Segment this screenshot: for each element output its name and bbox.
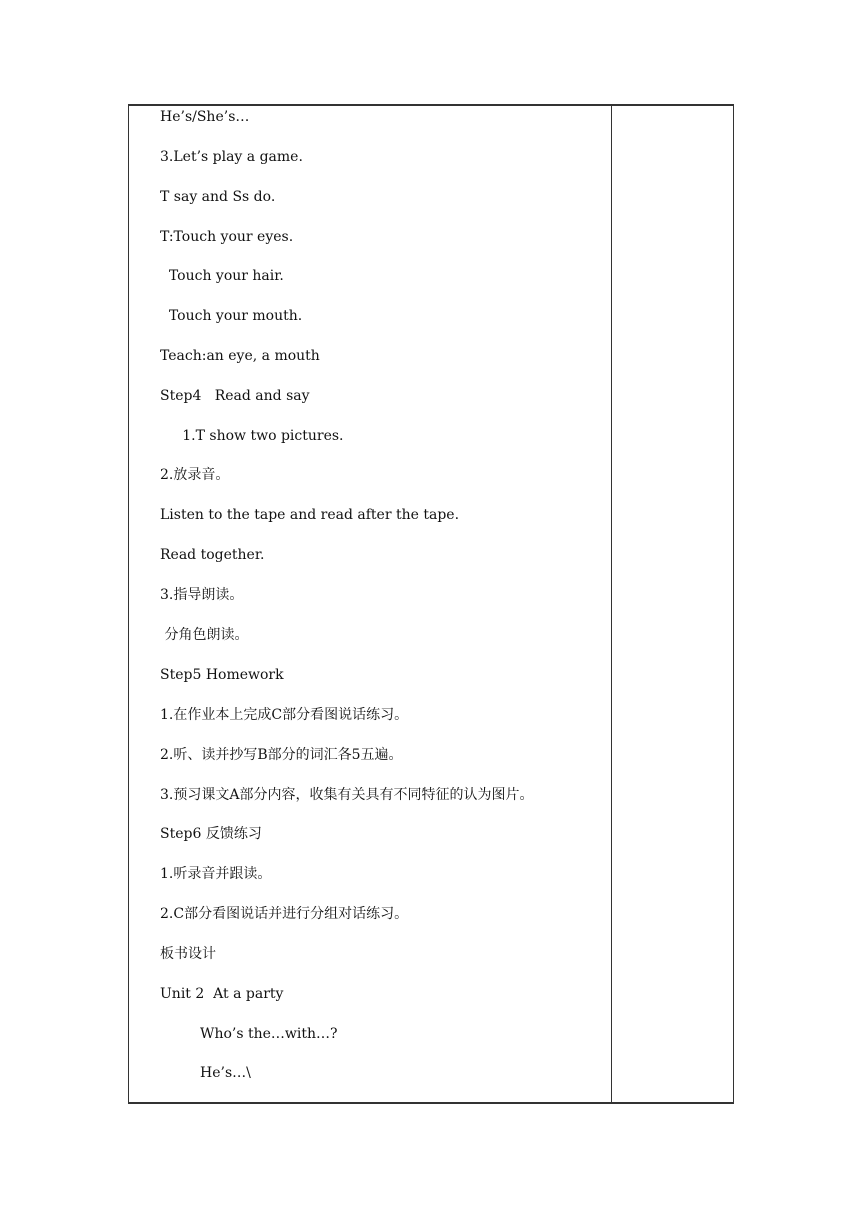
text-line: Touch your mouth. — [160, 308, 303, 324]
text-line: Step5 Homework — [160, 667, 284, 683]
text-line: 2.放录音。 — [160, 467, 230, 483]
text-line: 3.指导朗读。 — [160, 587, 244, 603]
text-line: 1.T show two pictures. — [160, 428, 344, 444]
text-line: T:Touch your eyes. — [160, 229, 294, 245]
text-line: Read together. — [160, 547, 265, 563]
text-line: Touch your hair. — [160, 268, 284, 284]
text-line: 3.Let’s play a game. — [160, 149, 303, 165]
text-line: Listen to the tape and read after the tape. — [160, 507, 460, 523]
text-line: He’s…\ — [160, 1065, 251, 1081]
text-line: 分角色朗读。 — [160, 627, 249, 643]
text-line: 3.预习课文A部分内容，收集有关具有不同特征的认为图片。 — [160, 787, 534, 803]
text-line: He’s/She’s… — [160, 109, 250, 125]
text-line: T say and Ss do. — [160, 189, 276, 205]
text-line: 1.在作业本上完成C部分看图说话练习。 — [160, 707, 409, 723]
text-line: 2.C部分看图说话并进行分组对话练习。 — [160, 906, 409, 922]
text-line: Unit 2 At a party — [160, 986, 284, 1002]
column-divider — [611, 106, 612, 1102]
text-line: Who’s the…with…? — [160, 1026, 338, 1042]
text-line: 2.听、读并抄写B部分的词汇各5五遍。 — [160, 747, 403, 763]
text-line: 板书设计 — [160, 946, 216, 962]
text-line: Step6 反馈练习 — [160, 826, 262, 842]
text-line: Teach:an eye, a mouth — [160, 348, 320, 364]
text-line: 1.听录音并跟读。 — [160, 866, 272, 882]
text-line: Step4 Read and say — [160, 388, 310, 404]
lesson-plan-table — [128, 104, 734, 1104]
